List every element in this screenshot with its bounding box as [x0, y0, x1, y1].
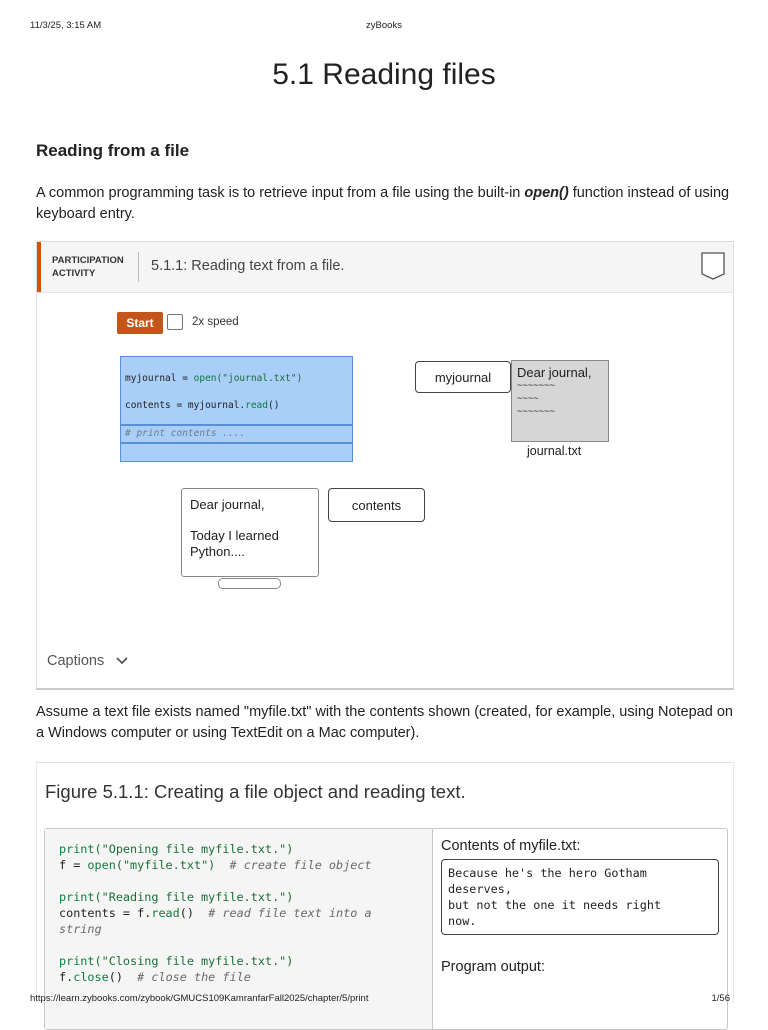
start-button[interactable]: Start: [117, 312, 163, 334]
code-fn: read: [245, 400, 268, 411]
chevron-down-icon: [116, 657, 128, 665]
code-comment: # close the file: [122, 970, 251, 984]
speed-label: 2x speed: [192, 316, 239, 328]
code-comment: # read file text into a: [193, 906, 372, 920]
code-string: ("Closing file myfile.txt."): [94, 954, 294, 968]
figure-code-line: [59, 841, 293, 857]
assume-paragraph: Assume a text file exists named "myfile.txt" with the contents shown (created, for example, using Notepad on a Windows computer or using TextEdit on a Mac computer).: [36, 704, 733, 741]
monitor-stand: [218, 578, 281, 589]
captions-label: Captions: [47, 653, 105, 669]
intro-paragraph: [36, 183, 736, 225]
page-title: 5.1 Reading files: [272, 58, 496, 91]
contents-variable-box: contents: [328, 488, 425, 522]
myjournal-variable-box: myjournal: [415, 361, 511, 393]
print-page-number: 1/56: [711, 993, 730, 1004]
code-comment: string: [59, 922, 102, 936]
code-text: myjournal =: [125, 373, 194, 384]
file-first-line: Dear journal,: [517, 365, 592, 380]
figure-code-line: [59, 889, 293, 905]
figure-5-1-1: [36, 762, 734, 1003]
speed-checkbox[interactable]: [167, 314, 183, 330]
output-monitor: [181, 488, 319, 577]
code-separator: [121, 442, 352, 444]
figure-code-line: [59, 953, 293, 969]
figure-code-line: [59, 969, 251, 985]
print-site-name: zyBooks: [366, 20, 402, 31]
code-text: (): [179, 906, 194, 920]
file-tilde-line: ~~~~: [517, 394, 539, 404]
code-line-read: [125, 400, 279, 411]
bookmark-icon[interactable]: [701, 252, 725, 280]
monitor-line: Dear journal,: [190, 497, 265, 512]
code-separator: [121, 424, 352, 426]
code-fn: print: [59, 954, 95, 968]
figure-title: Figure 5.1.1: Creating a file object and reading text.: [45, 781, 466, 802]
code-line-comment: # print contents ....: [125, 428, 246, 439]
captions-toggle[interactable]: [47, 653, 128, 669]
activity-header-divider: [138, 252, 139, 282]
code-comment: # create file object: [215, 858, 372, 872]
code-string: ("Reading file myfile.txt."): [94, 890, 294, 904]
code-fn: print: [59, 842, 95, 856]
code-fn: read: [151, 906, 180, 920]
figure-code-line: [59, 905, 372, 921]
code-string: ("Opening file myfile.txt."): [94, 842, 294, 856]
activity-header: [37, 242, 733, 293]
print-datetime: 11/3/25, 3:15 AM: [30, 20, 102, 31]
code-text-end: (): [268, 400, 280, 411]
participation-activity: [36, 241, 734, 690]
journal-file-box: [511, 360, 609, 442]
file-tilde-line: ~~~~~~~: [517, 381, 555, 391]
contents-label: Contents of myfile.txt:: [441, 838, 581, 854]
file-contents-box: Because he's the hero Gotham deserves, but not the one it needs right now.: [441, 859, 719, 935]
monitor-line: Today I learned: [190, 528, 279, 543]
file-caption: journal.txt: [527, 444, 582, 458]
monitor-line: Python....: [190, 544, 245, 559]
code-fn: close: [73, 970, 109, 984]
code-text: contents = myjournal.: [125, 400, 246, 411]
program-output-label: Program output:: [441, 959, 545, 975]
code-fn: open: [87, 858, 116, 872]
file-tilde-line: ~~~~~~~: [517, 407, 555, 417]
activity-type-label: PARTICIPATION ACTIVITY: [52, 255, 124, 279]
intro-text-end: function instead of using keyboard entry.: [36, 185, 730, 222]
figure-code-line: [59, 921, 102, 937]
code-line-open: [125, 373, 302, 384]
code-fn: open: [193, 373, 217, 384]
print-url: https://learn.zybooks.com/zybook/GMUCS109KamranfarFall2025/chapter/5/print: [30, 993, 369, 1004]
open-function-name: open(): [524, 185, 569, 201]
code-text: f.: [59, 970, 74, 984]
activity-accent-bar: [37, 242, 41, 292]
intro-text-start: A common programming task is to retrieve input from a file using the built-in: [36, 185, 525, 201]
activity-title: 5.1.1: Reading text from a file.: [151, 258, 345, 274]
code-text: contents = f.: [59, 906, 152, 920]
code-fn: print: [59, 890, 95, 904]
code-string: ("myfile.txt"): [115, 858, 216, 872]
section-heading: Reading from a file: [36, 141, 190, 160]
code-text: (): [108, 970, 123, 984]
code-listing: [120, 356, 353, 462]
code-text: f =: [59, 858, 88, 872]
code-arg: ("journal.txt"): [216, 373, 303, 384]
figure-code-line: [59, 857, 372, 873]
